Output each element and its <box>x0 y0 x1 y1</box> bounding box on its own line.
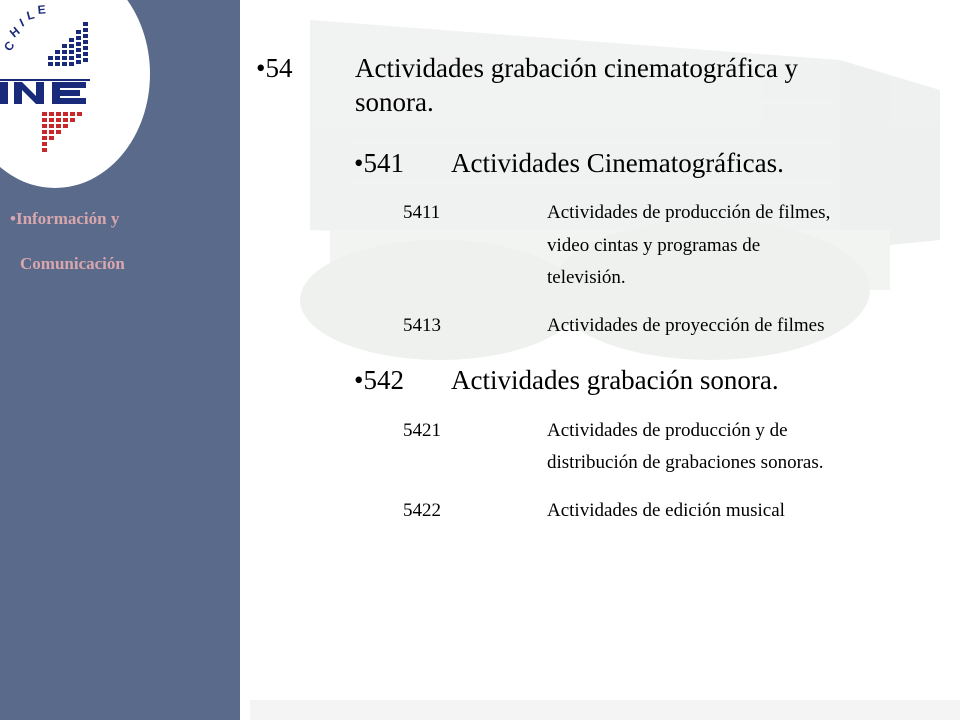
section-54-title-line1: Actividades grabación cinematográfica y <box>355 53 799 83</box>
logo-badge <box>0 0 150 188</box>
code-5411-line3: televisión. <box>547 267 626 288</box>
svg-text:I: I <box>17 15 27 30</box>
code-5422: 5422 <box>403 500 441 521</box>
code-5411-line1: Actividades de producción de filmes, <box>547 202 831 223</box>
sidebar <box>0 0 240 720</box>
code-5413-line1: Actividades de proyección de filmes <box>547 315 825 336</box>
section-541-bullet: •541 <box>354 148 404 178</box>
code-5413: 5413 <box>403 315 441 336</box>
ine-logo-icon <box>0 0 150 170</box>
svg-text:C: C <box>0 38 18 54</box>
code-5422-line1: Actividades de edición musical <box>547 500 785 521</box>
code-5421-line1: Actividades de producción y de <box>547 420 788 441</box>
section-541-title: Actividades Cinematográficas. <box>451 148 784 178</box>
building-watermark-image <box>240 0 960 720</box>
code-5411-line2: video cintas y programas de <box>547 235 761 256</box>
code-5421-line2: distribución de grabaciones sonoras. <box>547 452 824 473</box>
svg-text:E: E <box>37 2 47 17</box>
svg-text:L: L <box>25 7 36 23</box>
section-54-title-line2: sonora. <box>355 87 434 117</box>
code-5411: 5411 <box>403 202 441 223</box>
section-542-bullet: •542 <box>354 365 404 395</box>
svg-text:H: H <box>6 23 23 41</box>
sidebar-title-line2: Comunicación <box>20 254 125 273</box>
sidebar-title-line1: •Información y <box>10 209 120 228</box>
section-54-bullet: •54 <box>256 53 293 83</box>
code-5421: 5421 <box>403 420 441 441</box>
section-542-title: Actividades grabación sonora. <box>451 365 779 395</box>
